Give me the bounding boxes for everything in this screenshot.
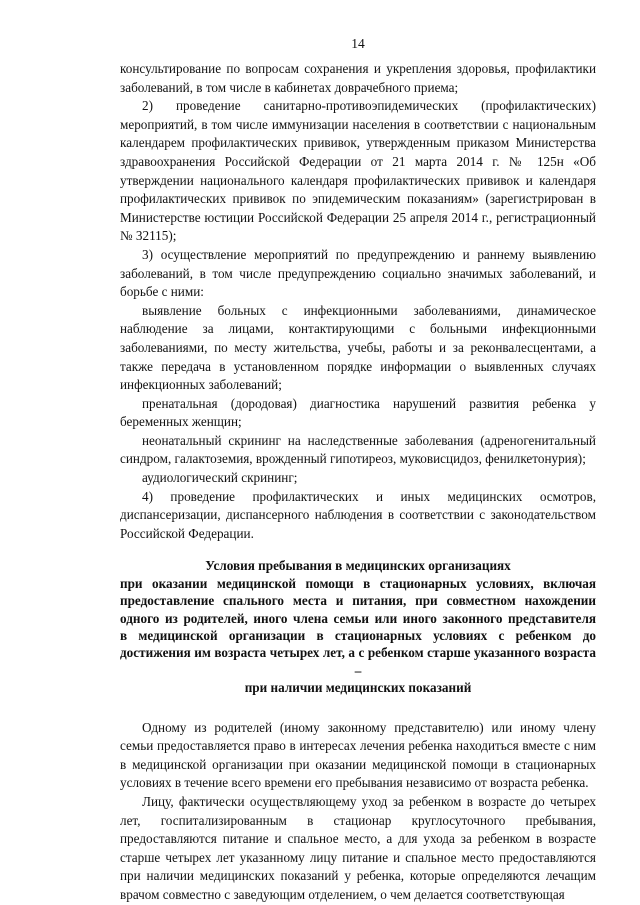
paragraph-item-4: 4) проведение профилактических и иных медицинских осмотров, диспансеризации, диспансерного наблюдения в соответствии с законодательством Российской Федерации. <box>120 488 596 541</box>
page-number: 14 <box>351 36 365 51</box>
paragraph-infectious: выявление больных с инфекционными заболеваниями, динамическое наблюдение за лицами, контактирующими с больными инфекционными заболеваниями, по месту жительства, учебы, работы и за реконвалесцентами, а также передача в установленном порядке информации о выявленных случаях инфекционных заболеваний; <box>120 302 596 393</box>
paragraph-prenatal: пренатальная (дородовая) диагностика нарушений развития ребенка у беременных женщин; <box>120 395 596 430</box>
text-block-top <box>120 60 596 543</box>
heading-line-3: предоставление спального места и питания, при совместном нахождении <box>120 593 596 609</box>
paragraph-parent-right: Одному из родителей (иному законному представителю) или иному члену семьи предоставляется право в интересах лечения ребенка находиться вместе с ним в медицинской организации при оказании медицинской помощи в стационарных условиях в течение всего времени его пребывания независимо от возраста ребенка. <box>120 719 596 791</box>
paragraph-care-person: Лицу, фактически осуществляющему уход за ребенком в возрасте до четырех лет, госпитализированным в стационар круглосуточного пребывания, предоставляются питание и спальное место, а для ухода за ребенком в возрасте старше четырех лет указанному лицу питание и спальное место предоставляются при наличии медицинских показаний у ребенка, которые определяются лечащим врачом совместно с заведующим отделением, о чем делается соответствующая <box>120 794 596 903</box>
heading-line-5: в медицинской организации в стационарных условиях с ребенком до достижения им возраста четырех лет, а с ребенком старше указанного возраста – <box>120 628 596 678</box>
text-block-bottom <box>120 719 596 905</box>
heading-line-1: Условия пребывания в медицинских организациях <box>205 558 511 574</box>
heading-line-2: при оказании медицинской помощи в стационарных условиях, включая <box>120 575 596 591</box>
paragraph-neonatal: неонатальный скрининг на наследственные заболевания (адреногенитальный синдром, галактоземия, врожденный гипотиреоз, муковисцидоз, фенилкетонурия); <box>120 432 596 467</box>
paragraph-consulting: консультирование по вопросам сохранения и укрепления здоровья, профилактики заболеваний, в том числе в кабинетах доврачебного приема; <box>120 61 596 95</box>
heading-line-6: при наличии медицинских показаний <box>244 680 472 696</box>
heading-line-4: одного из родителей, иного члена семьи или иного законного представителя <box>120 610 596 626</box>
paragraph-item-2: 2) проведение санитарно-противоэпидемических (профилактических) мероприятий, в том числе иммунизации населения в соответствии с национальным календарем профилактических прививок, утвержденным приказом Министерства здравоохранения Российской Федерации от 21 марта 2014 г. № 125н «Об утверждении национального календаря профилактических прививок и календаря профилактических прививок по эпидемическим показаниям» (зарегистрирован в Министерстве юстиции Российской Федерации 25 апреля 2014 г., регистрационный № 32115); <box>120 98 596 244</box>
spacer <box>120 697 596 719</box>
paragraph-item-3: 3) осуществление мероприятий по предупреждению и раннему выявлению заболеваний, в том числе предупреждению социально значимых заболеваний, и борьбе с ними: <box>120 246 596 300</box>
paragraph-audiological: аудиологический скрининг; <box>142 470 298 486</box>
section-heading <box>120 557 596 696</box>
